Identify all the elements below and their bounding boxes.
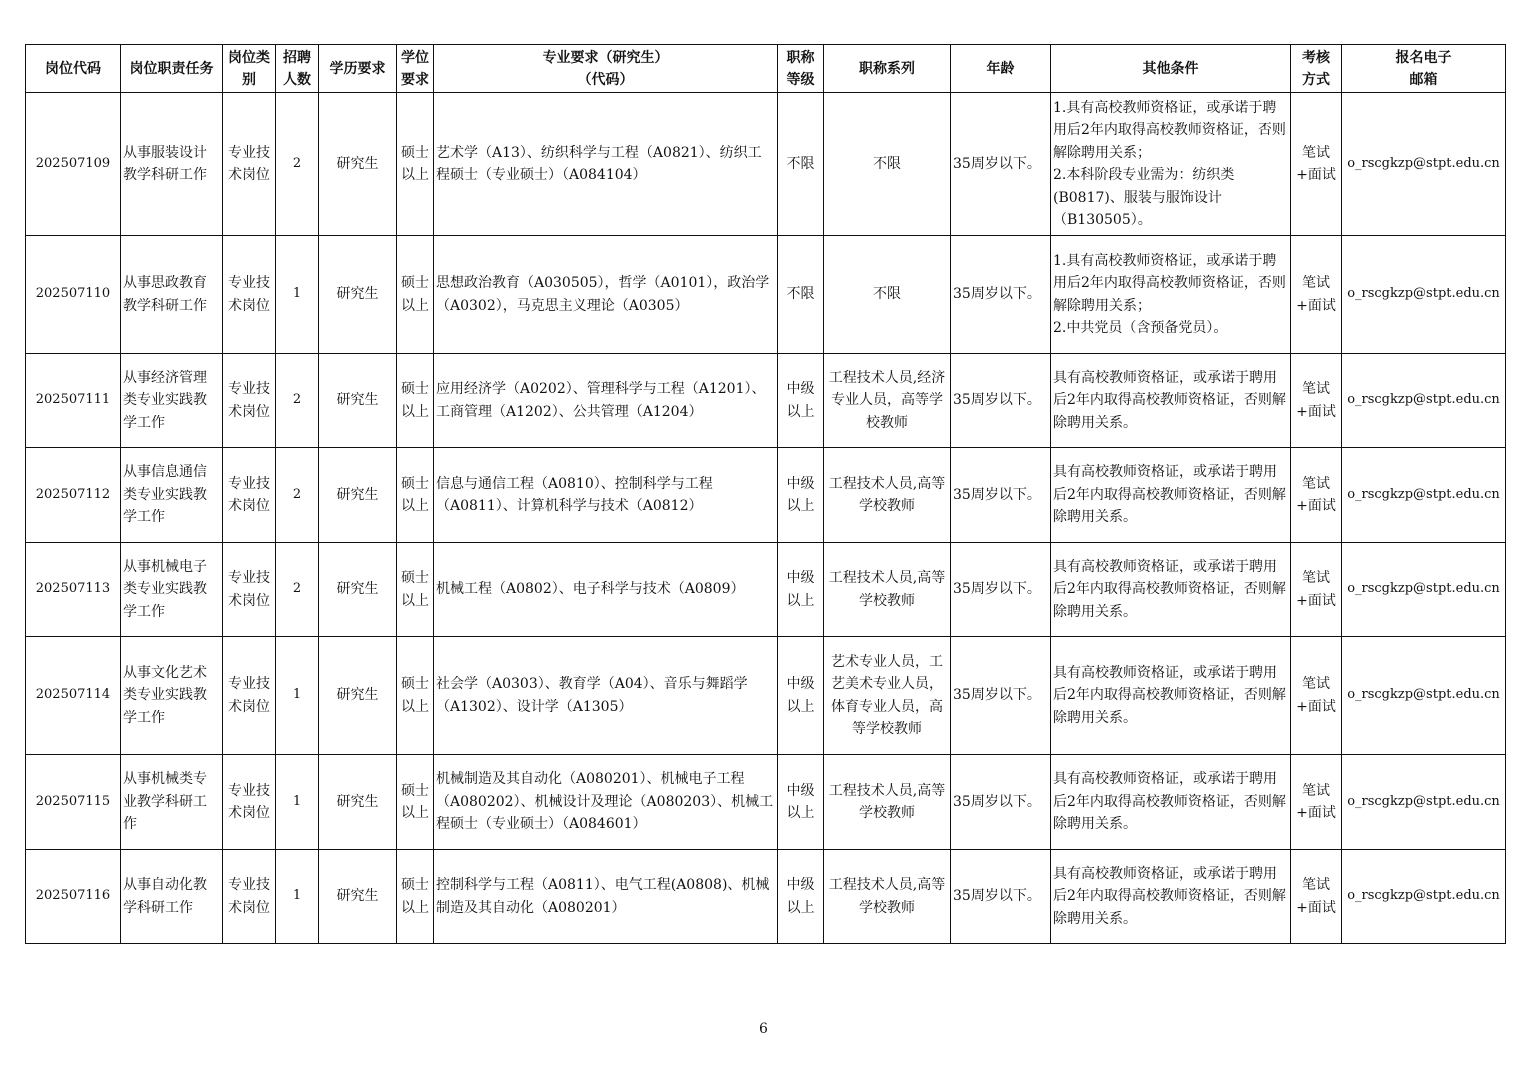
recruitment-table bbox=[25, 44, 1506, 944]
major-cell: 机械制造及其自动化（A080201）、机械电子工程（A080202）、机械设计及理论（A080203）、机械工程硕士（专业硕士）（A084601） bbox=[434, 755, 778, 850]
count-cell: 1 bbox=[276, 850, 319, 944]
title-level-cell: 不限 bbox=[778, 236, 824, 354]
header-cell: 报名电子 邮箱 bbox=[1342, 45, 1506, 93]
education-cell: 研究生 bbox=[319, 543, 397, 637]
degree-cell: 硕士以上 bbox=[397, 236, 434, 354]
category-cell: 专业技术岗位 bbox=[223, 236, 276, 354]
exam-method-cell: 笔试+面试 bbox=[1291, 850, 1342, 944]
degree-cell: 硕士以上 bbox=[397, 755, 434, 850]
other-conditions-cell: 具有高校教师资格证，或承诺于聘用后2年内取得高校教师资格证，否则解除聘用关系。 bbox=[1051, 637, 1291, 755]
header-cell: 专业要求（研究生） （代码） bbox=[434, 45, 778, 93]
email-cell: o_rscgkzp@stpt.edu.cn bbox=[1342, 448, 1506, 543]
major-cell: 应用经济学（A0202）、管理科学与工程（A1201）、工商管理（A1202）、公共管理（A1204） bbox=[434, 354, 778, 448]
other-conditions-cell: 具有高校教师资格证，或承诺于聘用后2年内取得高校教师资格证，否则解除聘用关系。 bbox=[1051, 448, 1291, 543]
header-cell: 学位 要求 bbox=[397, 45, 434, 93]
education-cell: 研究生 bbox=[319, 850, 397, 944]
age-cell: 35周岁以下。 bbox=[951, 448, 1051, 543]
age-cell: 35周岁以下。 bbox=[951, 93, 1051, 236]
title-series-cell: 艺术专业人员，工艺美术专业人员，体育专业人员，高等学校教师 bbox=[824, 637, 951, 755]
age-cell: 35周岁以下。 bbox=[951, 354, 1051, 448]
major-cell: 艺术学（A13）、纺织科学与工程（A0821）、纺织工程硕士（专业硕士）（A084104） bbox=[434, 93, 778, 236]
email-cell: o_rscgkzp@stpt.edu.cn bbox=[1342, 755, 1506, 850]
header-cell: 学历要求 bbox=[319, 45, 397, 93]
major-cell: 社会学（A0303）、教育学（A04）、音乐与舞蹈学（A1302）、设计学（A1305） bbox=[434, 637, 778, 755]
title-series-cell: 工程技术人员,经济专业人员，高等学校教师 bbox=[824, 354, 951, 448]
education-cell: 研究生 bbox=[319, 637, 397, 755]
other-conditions-cell: 具有高校教师资格证，或承诺于聘用后2年内取得高校教师资格证，否则解除聘用关系。 bbox=[1051, 354, 1291, 448]
table-row bbox=[26, 448, 1506, 543]
education-cell: 研究生 bbox=[319, 354, 397, 448]
other-conditions-cell: 具有高校教师资格证，或承诺于聘用后2年内取得高校教师资格证，否则解除聘用关系。 bbox=[1051, 850, 1291, 944]
count-cell: 2 bbox=[276, 354, 319, 448]
major-cell: 控制科学与工程（A0811）、电气工程(A0808)、机械制造及其自动化（A080201） bbox=[434, 850, 778, 944]
title-level-cell: 中级以上 bbox=[778, 850, 824, 944]
age-cell: 35周岁以下。 bbox=[951, 543, 1051, 637]
age-cell: 35周岁以下。 bbox=[951, 850, 1051, 944]
duty-cell: 从事机械类专业教学科研工作 bbox=[121, 755, 223, 850]
count-cell: 1 bbox=[276, 755, 319, 850]
table-row bbox=[26, 637, 1506, 755]
table-row bbox=[26, 850, 1506, 944]
other-conditions-cell: 具有高校教师资格证，或承诺于聘用后2年内取得高校教师资格证，否则解除聘用关系。 bbox=[1051, 755, 1291, 850]
category-cell: 专业技术岗位 bbox=[223, 354, 276, 448]
header-cell: 岗位代码 bbox=[26, 45, 121, 93]
duty-cell: 从事服装设计教学科研工作 bbox=[121, 93, 223, 236]
duty-cell: 从事信息通信类专业实践教学工作 bbox=[121, 448, 223, 543]
post-code-cell: 202507110 bbox=[26, 236, 121, 354]
header-cell: 招聘 人数 bbox=[276, 45, 319, 93]
exam-method-cell: 笔试+面试 bbox=[1291, 637, 1342, 755]
title-series-cell: 不限 bbox=[824, 93, 951, 236]
title-level-cell: 不限 bbox=[778, 93, 824, 236]
header-cell: 职称 等级 bbox=[778, 45, 824, 93]
degree-cell: 硕士以上 bbox=[397, 448, 434, 543]
category-cell: 专业技术岗位 bbox=[223, 543, 276, 637]
category-cell: 专业技术岗位 bbox=[223, 850, 276, 944]
table-row bbox=[26, 755, 1506, 850]
duty-cell: 从事机械电子类专业实践教学工作 bbox=[121, 543, 223, 637]
other-conditions-cell: 1.具有高校教师资格证，或承诺于聘用后2年内取得高校教师资格证，否则解除聘用关系； 2.中共党员（含预备党员）。 bbox=[1051, 236, 1291, 354]
table-row bbox=[26, 236, 1506, 354]
degree-cell: 硕士以上 bbox=[397, 850, 434, 944]
exam-method-cell: 笔试+面试 bbox=[1291, 755, 1342, 850]
header-cell: 岗位类 别 bbox=[223, 45, 276, 93]
age-cell: 35周岁以下。 bbox=[951, 236, 1051, 354]
post-code-cell: 202507112 bbox=[26, 448, 121, 543]
education-cell: 研究生 bbox=[319, 755, 397, 850]
category-cell: 专业技术岗位 bbox=[223, 448, 276, 543]
post-code-cell: 202507116 bbox=[26, 850, 121, 944]
post-code-cell: 202507109 bbox=[26, 93, 121, 236]
degree-cell: 硕士以上 bbox=[397, 637, 434, 755]
exam-method-cell: 笔试+面试 bbox=[1291, 354, 1342, 448]
email-cell: o_rscgkzp@stpt.edu.cn bbox=[1342, 354, 1506, 448]
header-cell: 考核 方式 bbox=[1291, 45, 1342, 93]
exam-method-cell: 笔试+面试 bbox=[1291, 448, 1342, 543]
degree-cell: 硕士以上 bbox=[397, 354, 434, 448]
category-cell: 专业技术岗位 bbox=[223, 637, 276, 755]
header-row bbox=[26, 45, 1506, 93]
table-row bbox=[26, 354, 1506, 448]
age-cell: 35周岁以下。 bbox=[951, 755, 1051, 850]
exam-method-cell: 笔试+面试 bbox=[1291, 543, 1342, 637]
major-cell: 机械工程（A0802）、电子科学与技术（A0809） bbox=[434, 543, 778, 637]
category-cell: 专业技术岗位 bbox=[223, 755, 276, 850]
email-cell: o_rscgkzp@stpt.edu.cn bbox=[1342, 93, 1506, 236]
degree-cell: 硕士以上 bbox=[397, 93, 434, 236]
post-code-cell: 202507111 bbox=[26, 354, 121, 448]
duty-cell: 从事文化艺术类专业实践教学工作 bbox=[121, 637, 223, 755]
duty-cell: 从事思政教育教学科研工作 bbox=[121, 236, 223, 354]
age-cell: 35周岁以下。 bbox=[951, 637, 1051, 755]
duty-cell: 从事经济管理类专业实践教学工作 bbox=[121, 354, 223, 448]
title-level-cell: 中级以上 bbox=[778, 354, 824, 448]
count-cell: 2 bbox=[276, 93, 319, 236]
category-cell: 专业技术岗位 bbox=[223, 93, 276, 236]
degree-cell: 硕士以上 bbox=[397, 543, 434, 637]
title-level-cell: 中级以上 bbox=[778, 448, 824, 543]
education-cell: 研究生 bbox=[319, 93, 397, 236]
other-conditions-cell: 1.具有高校教师资格证，或承诺于聘用后2年内取得高校教师资格证，否则解除聘用关系； 2.本科阶段专业需为：纺织类(B0817)、服装与服饰设计（B130505）。 bbox=[1051, 93, 1291, 236]
duty-cell: 从事自动化教学科研工作 bbox=[121, 850, 223, 944]
page-number: 6 bbox=[759, 1021, 768, 1037]
title-series-cell: 工程技术人员,高等学校教师 bbox=[824, 543, 951, 637]
email-cell: o_rscgkzp@stpt.edu.cn bbox=[1342, 850, 1506, 944]
post-code-cell: 202507113 bbox=[26, 543, 121, 637]
education-cell: 研究生 bbox=[319, 236, 397, 354]
exam-method-cell: 笔试+面试 bbox=[1291, 93, 1342, 236]
count-cell: 1 bbox=[276, 637, 319, 755]
table-row bbox=[26, 93, 1506, 236]
title-level-cell: 中级以上 bbox=[778, 637, 824, 755]
title-level-cell: 中级以上 bbox=[778, 755, 824, 850]
email-cell: o_rscgkzp@stpt.edu.cn bbox=[1342, 543, 1506, 637]
count-cell: 2 bbox=[276, 448, 319, 543]
post-code-cell: 202507115 bbox=[26, 755, 121, 850]
header-cell: 职称系列 bbox=[824, 45, 951, 93]
header-cell: 其他条件 bbox=[1051, 45, 1291, 93]
post-code-cell: 202507114 bbox=[26, 637, 121, 755]
title-series-cell: 工程技术人员,高等学校教师 bbox=[824, 850, 951, 944]
title-series-cell: 工程技术人员,高等学校教师 bbox=[824, 448, 951, 543]
title-level-cell: 中级以上 bbox=[778, 543, 824, 637]
education-cell: 研究生 bbox=[319, 448, 397, 543]
title-series-cell: 工程技术人员,高等学校教师 bbox=[824, 755, 951, 850]
exam-method-cell: 笔试+面试 bbox=[1291, 236, 1342, 354]
other-conditions-cell: 具有高校教师资格证，或承诺于聘用后2年内取得高校教师资格证，否则解除聘用关系。 bbox=[1051, 543, 1291, 637]
count-cell: 1 bbox=[276, 236, 319, 354]
header-cell: 年龄 bbox=[951, 45, 1051, 93]
header-cell: 岗位职责任务 bbox=[121, 45, 223, 93]
count-cell: 2 bbox=[276, 543, 319, 637]
major-cell: 思想政治教育（A030505），哲学（A0101），政治学（A0302），马克思主义理论（A0305） bbox=[434, 236, 778, 354]
table-row bbox=[26, 543, 1506, 637]
title-series-cell: 不限 bbox=[824, 236, 951, 354]
major-cell: 信息与通信工程（A0810）、控制科学与工程（A0811）、计算机科学与技术（A0812） bbox=[434, 448, 778, 543]
email-cell: o_rscgkzp@stpt.edu.cn bbox=[1342, 637, 1506, 755]
email-cell: o_rscgkzp@stpt.edu.cn bbox=[1342, 236, 1506, 354]
